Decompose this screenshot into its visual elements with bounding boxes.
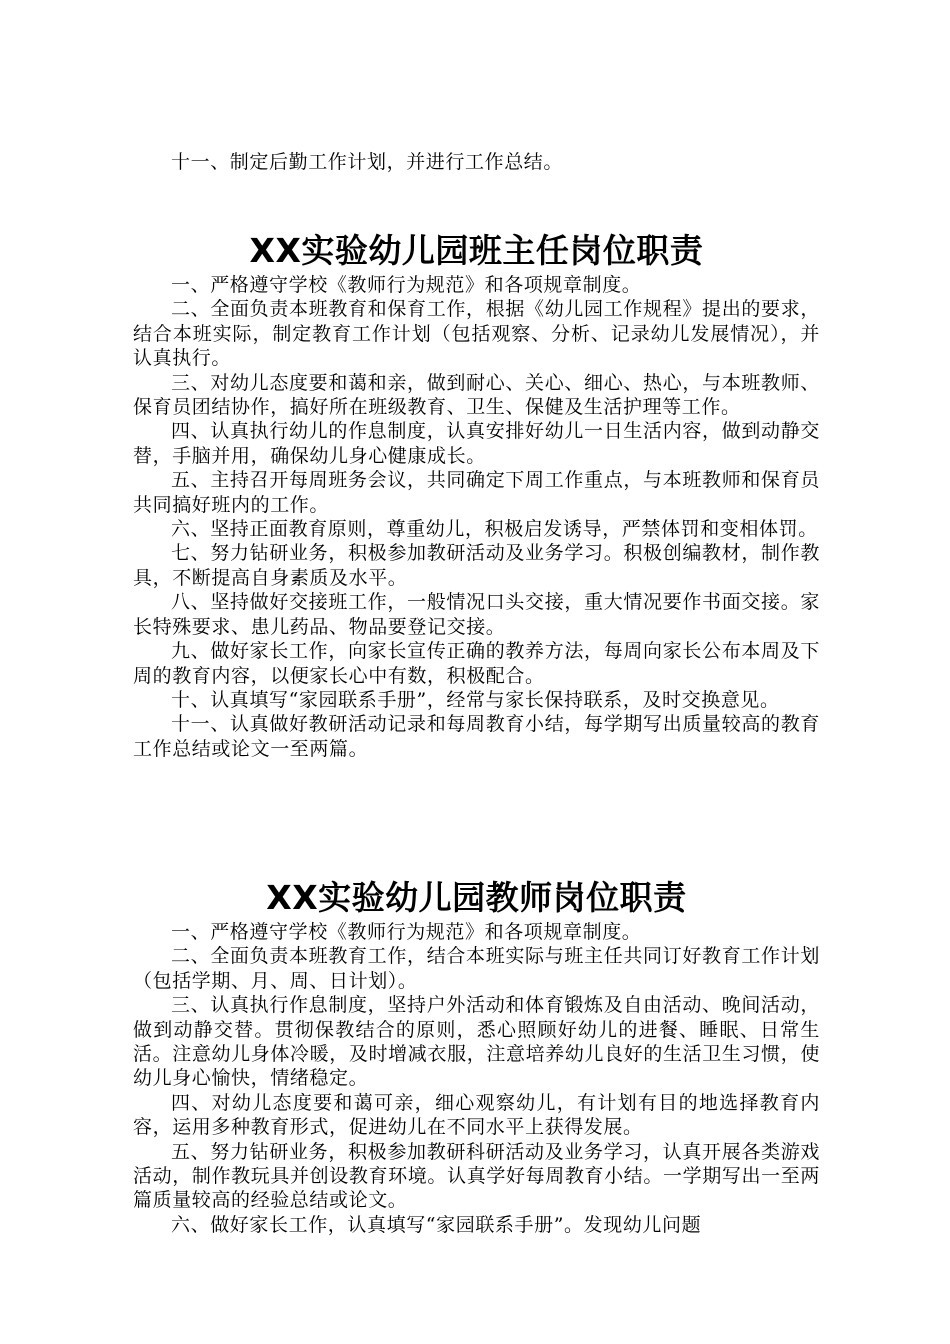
duty-paragraph: 一、严格遵守学校《教师行为规范》和各项规章制度。 xyxy=(171,921,642,943)
duty-paragraph: 三、对幼儿态度要和蔼和亲，做到耐心、关心、细心、热心，与本班教师、保育员团结协作，搞好所在班级教育、卫生、保健及生活护理等工作。 xyxy=(133,371,820,419)
duty-paragraph: 九、做好家长工作，向家长宣传正确的教养方法，每周向家长公布本周及下周的教育内容，以便家长心中有数，积极配合。 xyxy=(133,640,820,687)
duty-paragraph: 五、努力钻研业务，积极参加教研科研活动及业务学习，认真开展各类游戏活动，制作教玩具并创设教育环境。认真学好每周教育小结。一学期写出一至两篇质量较高的经验总结或论文。 xyxy=(133,1140,820,1212)
duty-paragraph: 五、主持召开每周班务会议，共同确定下周工作重点，与本班教师和保育员共同搞好班内的工作。 xyxy=(133,469,820,516)
duty-paragraph: 六、做好家长工作，认真填写“家园联系手册”。发现幼儿问题 xyxy=(171,1213,702,1236)
section-title: XX实验幼儿园班主任岗位职责 xyxy=(249,231,704,270)
lead-paragraph: 十一、制定后勤工作计划，并进行工作总结。 xyxy=(171,151,564,173)
duty-paragraph: 三、认真执行作息制度，坚持户外活动和体育锻炼及自由活动、晚间活动，做到动静交替。贯彻保教结合的原则，悉心照顾好幼儿的进餐、睡眠、日常生活。注意幼儿身体冷暖，及时增减衣服，注意培养幼儿良好的生活卫生习惯，使幼儿身心愉快，情绪稳定。 xyxy=(133,994,820,1090)
section-title: XX实验幼儿园教师岗位职责 xyxy=(266,878,687,917)
duty-paragraph: 十、认真填写“家园联系手册”，经常与家长保持联系，及时交换意见。 xyxy=(171,688,780,711)
section-class-teacher-duties xyxy=(133,229,820,761)
duty-paragraph: 四、对幼儿态度要和蔼可亲，细心观察幼儿，有计划有目的地选择教育内容，运用多种教育形式，促进幼儿在不同水平上获得发展。 xyxy=(133,1091,820,1139)
duty-paragraph: 七、努力钻研业务，积极参加教研活动及业务学习。积极创编教材，制作教具，不断提高自身素质及水平。 xyxy=(133,542,820,589)
section-teacher-duties xyxy=(133,876,820,1237)
duty-paragraph: 一、严格遵守学校《教师行为规范》和各项规章制度。 xyxy=(171,274,642,296)
duty-paragraph: 十一、认真做好教研活动记录和每周教育小结，每学期写出质量较高的教育工作总结或论文一至两篇。 xyxy=(133,713,820,760)
duty-paragraph: 四、认真执行幼儿的作息制度，认真安排好幼儿一日生活内容，做到动静交替，手脑并用，确保幼儿身心健康成长。 xyxy=(133,420,820,467)
duty-paragraph: 八、坚持做好交接班工作，一般情况口头交接，重大情况要作书面交接。家长特殊要求、患儿药品、物品要登记交接。 xyxy=(133,591,820,638)
duty-paragraph: 二、全面负责本班教育工作，结合本班实际与班主任共同订好教育工作计划（包括学期、月、周、日计划）。 xyxy=(133,945,820,992)
duty-paragraph: 二、全面负责本班教育和保育工作，根据《幼儿园工作规程》提出的要求，结合本班实际，制定教育工作计划（包括观察、分析、记录幼儿发展情况），并认真执行。 xyxy=(133,298,820,370)
duty-paragraph: 六、坚持正面教育原则，尊重幼儿，积极启发诱导，严禁体罚和变相体罚。 xyxy=(171,518,818,541)
